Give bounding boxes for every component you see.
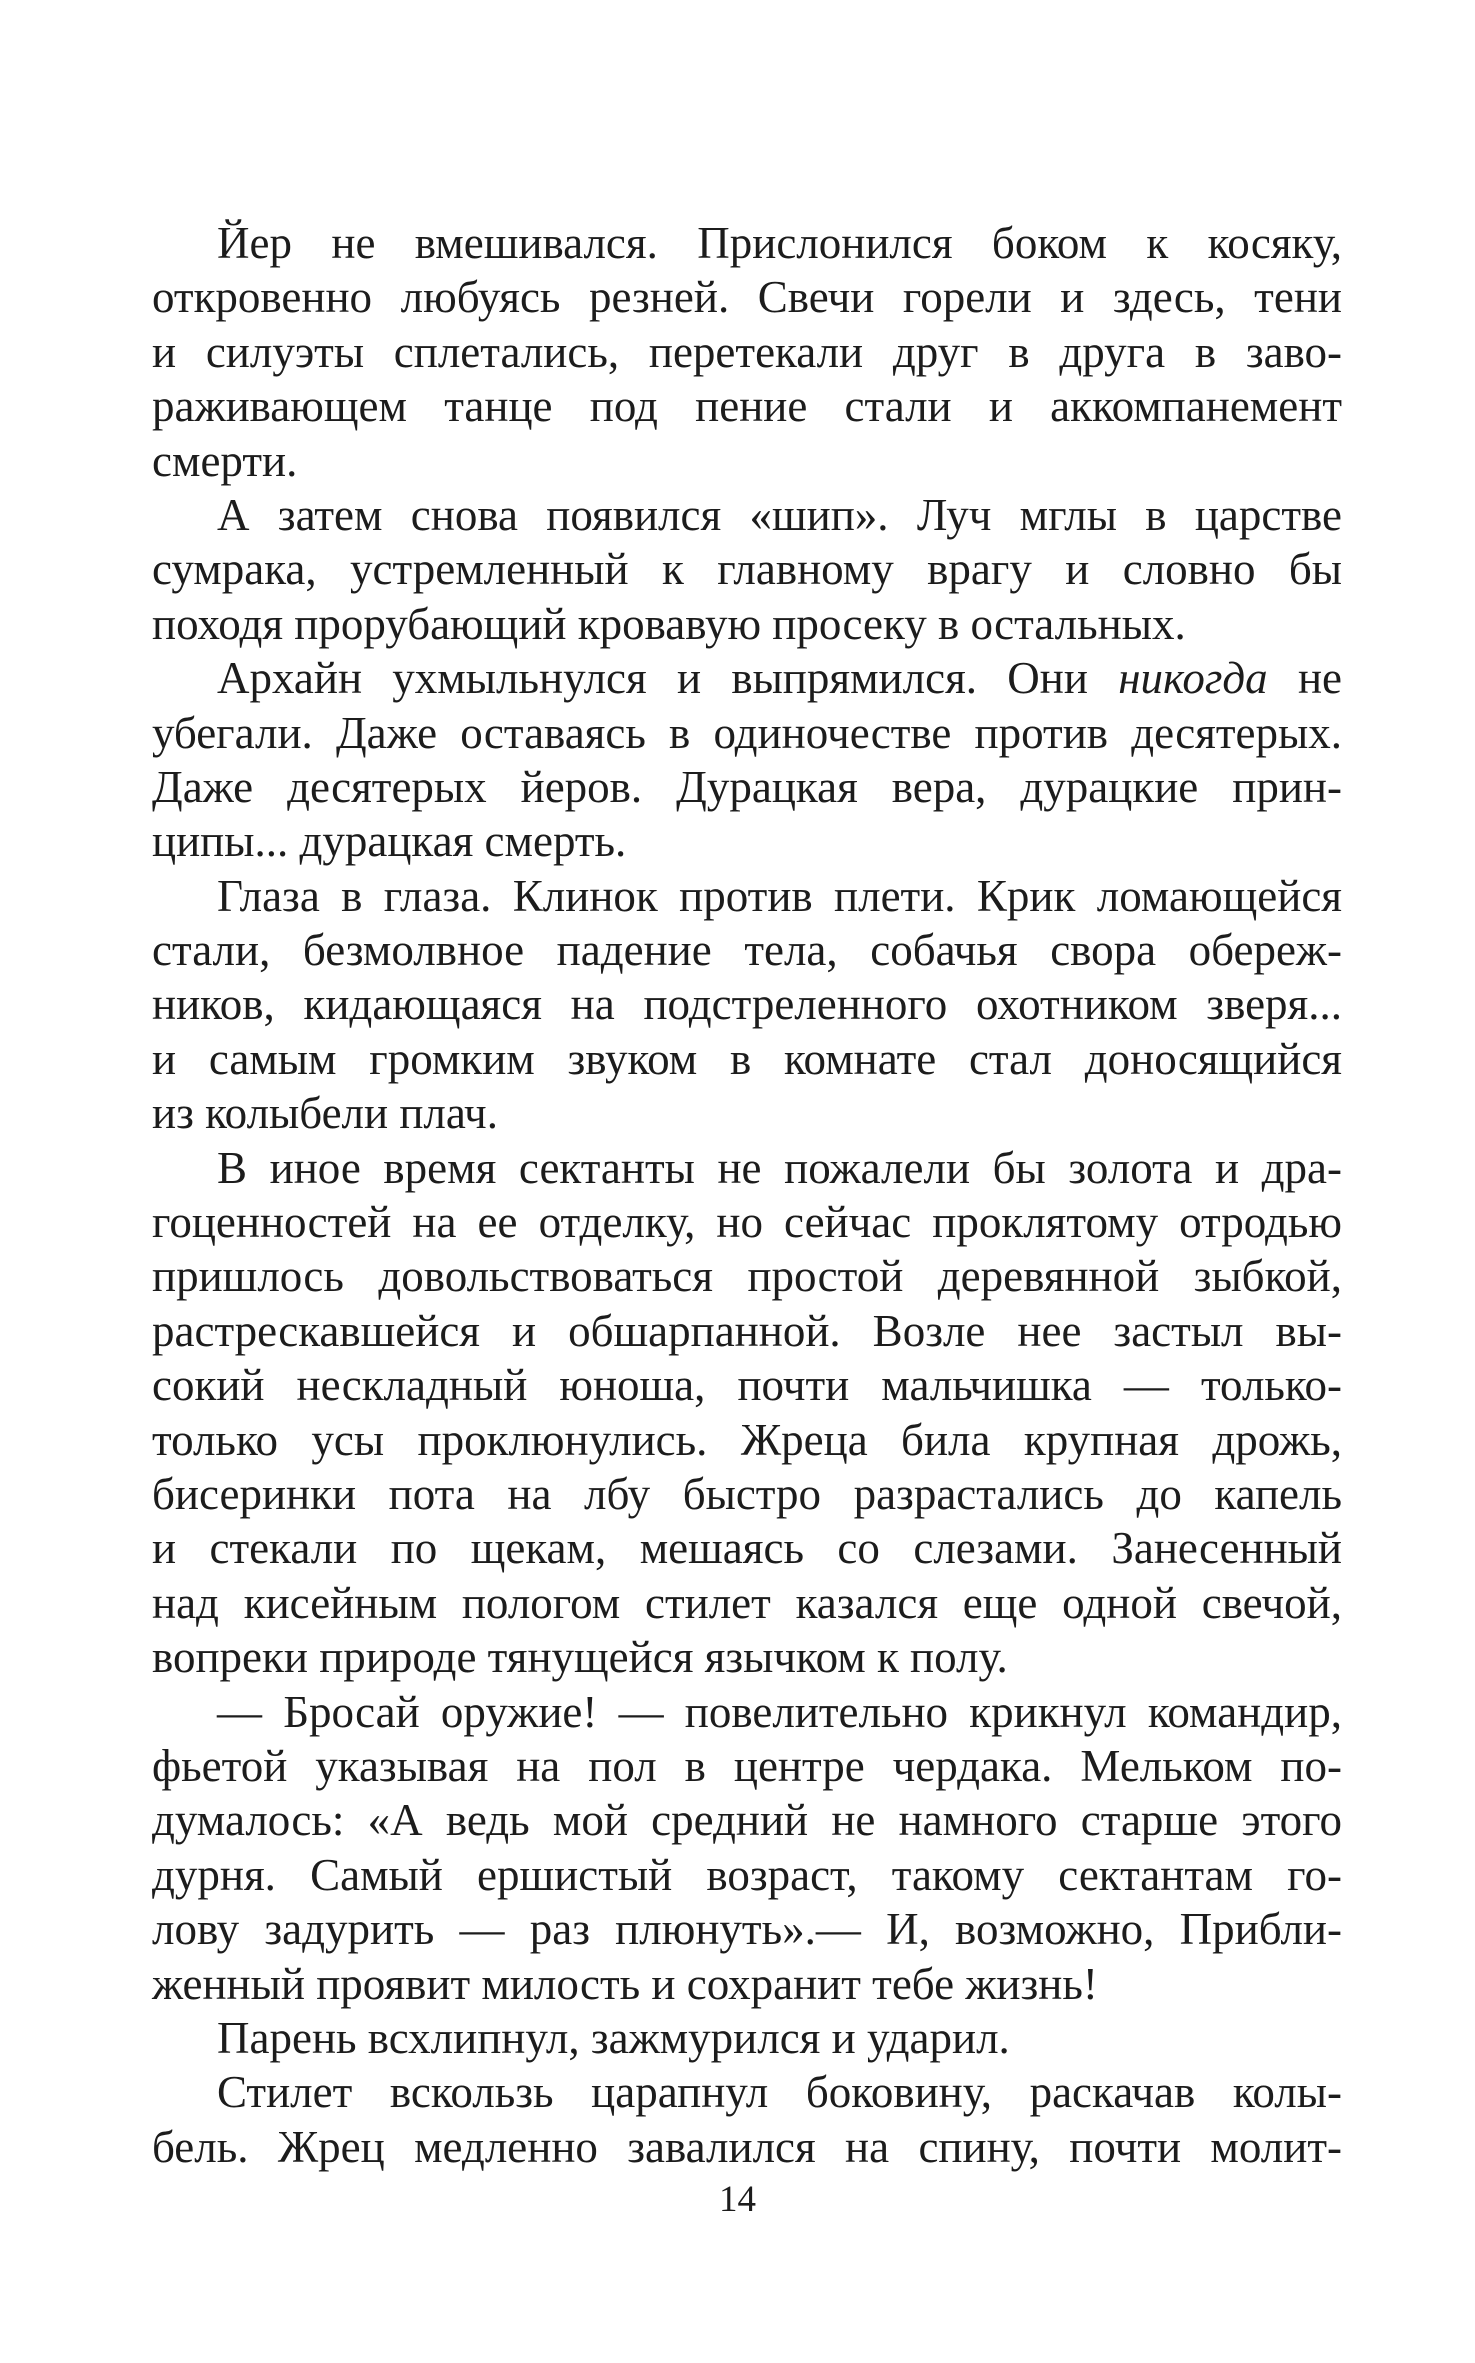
text-line: Стилет вскользь царапнул боковину, раскачав колы- <box>217 2067 1342 2118</box>
text-line: вопреки природе тянущейся язычком к полу. <box>152 1632 1008 1683</box>
text-line: Парень всхлипнул, зажмурился и ударил. <box>217 2012 1010 2063</box>
text-run: Архайн ухмыльнулся и выпрямился. Они <box>217 653 1119 704</box>
text-line: убегали. Даже оставаясь в одиночестве против десятерых. <box>152 707 1342 758</box>
text-line: бель. Жрец медленно завалился на спину, почти молит- <box>152 2121 1342 2172</box>
body-text <box>152 216 1342 2174</box>
text-line: из колыбели плач. <box>152 1088 498 1139</box>
text-line: откровенно любуясь резней. Свечи горели и здесь, тени <box>152 272 1342 323</box>
text-line: растрескавшейся и обшарпанной. Возле нее застыл вы- <box>152 1305 1342 1356</box>
text-line: пришлось довольствоваться простой деревянной зыбкой, <box>152 1251 1342 1302</box>
text-line: смерти. <box>152 435 298 486</box>
text-line: гоценностей на ее отделку, но сейчас проклятому отродью <box>152 1197 1342 1248</box>
text-line: только усы проклюнулись. Жреца била крупная дрожь, <box>152 1414 1342 1465</box>
text-line: А затем снова появился «шип». Луч мглы в царстве <box>217 489 1342 540</box>
text-line: бисеринки пота на лбу быстро разрастались до капель <box>152 1468 1342 1519</box>
text-line: Даже десятерых йеров. Дурацкая вера, дурацкие прин- <box>152 761 1342 812</box>
text-line: сумрака, устремленный к главному врагу и словно бы <box>152 544 1342 595</box>
text-line: раживающем танце под пение стали и аккомпанемент <box>152 381 1342 432</box>
text-line: над кисейным пологом стилет казался еще одной свечой, <box>152 1577 1342 1628</box>
text-line: и самым громким звуком в комнате стал доносящийся <box>152 1033 1342 1084</box>
text-line: походя прорубающий кровавую просеку в остальных. <box>152 598 1186 649</box>
text-line: думалось: «А ведь мой средний не намного старше этого <box>152 1795 1342 1846</box>
text-line: Йер не вмешивался. Прислонился боком к косяку, <box>217 218 1342 268</box>
text-line: В иное время сектанты не пожалели бы золота и дра- <box>217 1142 1342 1193</box>
page-number: 14 <box>719 2179 756 2220</box>
text-line: женный проявит милость и сохранит тебе жизнь! <box>152 1958 1098 2009</box>
text-line: ципы... дурацкая смерть. <box>152 816 627 867</box>
text-line: и стекали по щекам, мешаясь со слезами. Занесенный <box>152 1523 1342 1574</box>
text-line: дурня. Самый ершистый возраст, такому сектантам го- <box>152 1849 1342 1900</box>
text-line: лову задурить — раз плюнуть».— И, возможно, Прибли- <box>152 1904 1342 1955</box>
text-line: и силуэты сплетались, перетекали друг в друга в заво- <box>152 326 1342 377</box>
text-run: не <box>1267 653 1343 704</box>
text-line: стали, безмолвное падение тела, собачья свора обереж- <box>152 925 1342 976</box>
text-line: Глаза в глаза. Клинок против плети. Крик ломающейся <box>217 870 1342 921</box>
emphasized-word: никогда <box>1118 653 1268 704</box>
text-line: фьетой указывая на пол в центре чердака. Мельком по- <box>152 1740 1342 1791</box>
text-line: — Бросай оружие! — повелительно крикнул командир, <box>217 1686 1342 1737</box>
text-line: ников, кидающаяся на подстреленного охотником зверя... <box>152 979 1342 1030</box>
text-line: сокий нескладный юноша, почти мальчишка — только- <box>152 1360 1342 1411</box>
text-line <box>152 651 1342 705</box>
